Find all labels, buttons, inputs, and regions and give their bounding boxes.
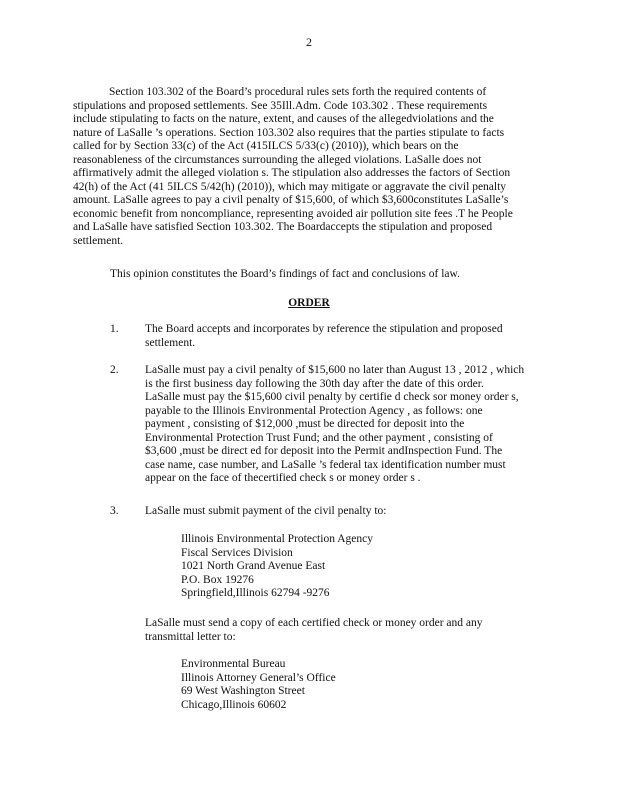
item-number: 3.	[110, 505, 119, 517]
item-number: 1.	[110, 323, 119, 335]
page-number: 2	[306, 35, 312, 49]
paragraph-line: settlement.	[73, 234, 124, 247]
copy-instruction	[145, 617, 520, 644]
paragraph-line: affirmatively admit the alleged violation s. The stipulation also addresses the factors of Section	[73, 167, 511, 179]
paragraph-line: amount. LaSalle agrees to pay a civil penalty of $15,600, of which $3,600constitutes LaSalle’s	[73, 194, 509, 206]
address-line: Environmental Bureau	[181, 658, 286, 670]
item-number: 2.	[110, 364, 119, 376]
item-line: appear on the face of thecertified check s or money order s .	[145, 472, 421, 484]
item-line: Environmental Protection Trust Fund; and the other payment , consisting of	[145, 431, 493, 444]
item-line: LaSalle must pay a civil penalty of $15,600 no later than August 13 , 2012 , which	[145, 364, 525, 376]
paragraph-line: Section 103.302 of the Board’s procedural rules sets forth the required contents of	[109, 86, 487, 98]
address-line: 1021 North Grand Avenue East	[181, 560, 326, 572]
item-line: settlement.	[145, 336, 196, 349]
item-line: payment , consisting of $12,000 ,must be directed for deposit into the	[145, 418, 465, 430]
item-line: case name, case number, and LaSalle ’s federal tax identification number must	[145, 458, 506, 471]
paragraph-line: 42(h) of the Act (41 5ILCS 5/42(h) (2010)), which may mitigate or aggravate the civil penalty	[73, 180, 507, 193]
attorney-general-address	[181, 658, 336, 712]
order-item-3	[145, 505, 520, 519]
address-line: P.O. Box 19276	[181, 573, 254, 586]
order-item-2	[145, 364, 525, 486]
item-line: LaSalle must pay the $15,600 civil penalty by certifie d check sor money order s,	[145, 391, 519, 403]
item-line: The Board accepts and incorporates by reference the stipulation and proposed	[145, 323, 503, 335]
address-line: Fiscal Services Division	[181, 546, 293, 559]
order-heading-text: ORDER	[288, 297, 330, 309]
paragraph-line: reasonableness of the circumstances surrounding the alleged violations. LaSalle does not	[73, 153, 482, 166]
instruction-line: LaSalle must send a copy of each certified check or money order and any	[145, 617, 483, 629]
findings-paragraph: This opinion constitutes the Board’s findings of fact and conclusions of law.	[110, 268, 460, 280]
item-line: payable to the Illinois Environmental Protection Agency , as follows: one	[145, 404, 483, 417]
paragraph-line: economic benefit from noncompliance, representing avoided air pollution site fees .T he People	[73, 207, 513, 220]
item-line: LaSalle must submit payment of the civil penalty to:	[145, 505, 387, 517]
address-line: Illinois Attorney General’s Office	[181, 671, 336, 684]
order-heading	[0, 297, 618, 311]
paragraph-line: called for by Section 33(c) of the Act (415ILCS 5/33(c) (2010)), which bears on the	[73, 140, 459, 152]
stipulation-paragraph	[73, 86, 521, 248]
paragraph-line: stipulations and proposed settlements. See 35Ill.Adm. Code 103.302 . These requirements	[73, 99, 488, 112]
order-item-1	[145, 323, 520, 350]
iepa-address	[181, 533, 373, 601]
instruction-line: transmittal letter to:	[145, 630, 236, 643]
paragraph-line: nature of LaSalle ’s operations. Section 103.302 also requires that the parties stipulate to facts	[73, 126, 505, 139]
paragraph-line: and LaSalle have satisfied Section 103.302. The Boardaccepts the stipulation and proposed	[73, 221, 493, 233]
address-line: 69 West Washington Street	[181, 685, 305, 697]
address-line: Chicago,Illinois 60602	[181, 698, 287, 711]
address-line: Illinois Environmental Protection Agency	[181, 533, 373, 545]
item-line: $3,600 ,must be direct ed for deposit into the Permit andInspection Fund. The	[145, 445, 503, 457]
paragraph-line: include stipulating to facts on the nature, extent, and causes of the allegedviolations and the	[73, 113, 494, 125]
address-line: Springfield,Illinois 62794 -9276	[181, 587, 330, 599]
item-line: is the first business day following the 30th day after the date of this order.	[145, 377, 484, 390]
